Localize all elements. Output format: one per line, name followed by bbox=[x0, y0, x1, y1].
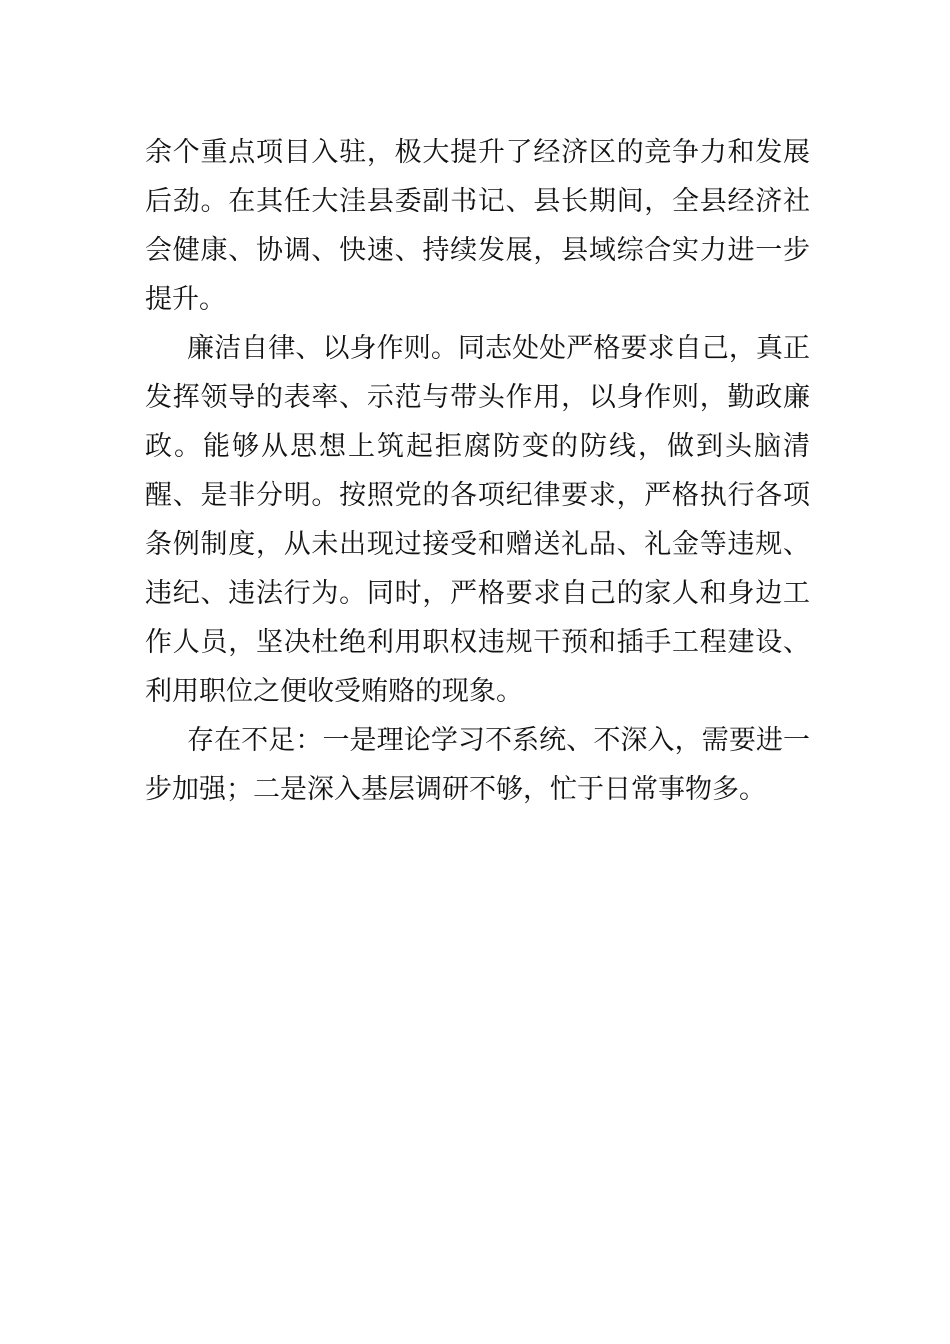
document-body bbox=[145, 128, 810, 814]
paragraph-1: 余个重点项目入驻，极大提升了经济区的竞争力和发展后劲。在其任大洼县委副书记、县长期间，全县经济社会健康、协调、快速、持续发展，县域综合实力进一步提升。 bbox=[145, 137, 810, 315]
paragraph-3: 存在不足：一是理论学习不系统、不深入，需要进一步加强；二是深入基层调研不够，忙于日常事物多。 bbox=[145, 725, 810, 805]
paragraph-2: 廉洁自律、以身作则。同志处处严格要求自己，真正发挥领导的表率、示范与带头作用，以身作则，勤政廉政。能够从思想上筑起拒腐防变的防线，做到头脑清醒、是非分明。按照党的各项纪律要求，严格执行各项条例制度，从未出现过接受和赠送礼品、礼金等违规、违纪、违法行为。同时，严格要求自己的家人和身边工作人员，坚决杜绝利用职权违规干预和插手工程建设、利用职位之便收受贿赂的现象。 bbox=[145, 333, 810, 707]
